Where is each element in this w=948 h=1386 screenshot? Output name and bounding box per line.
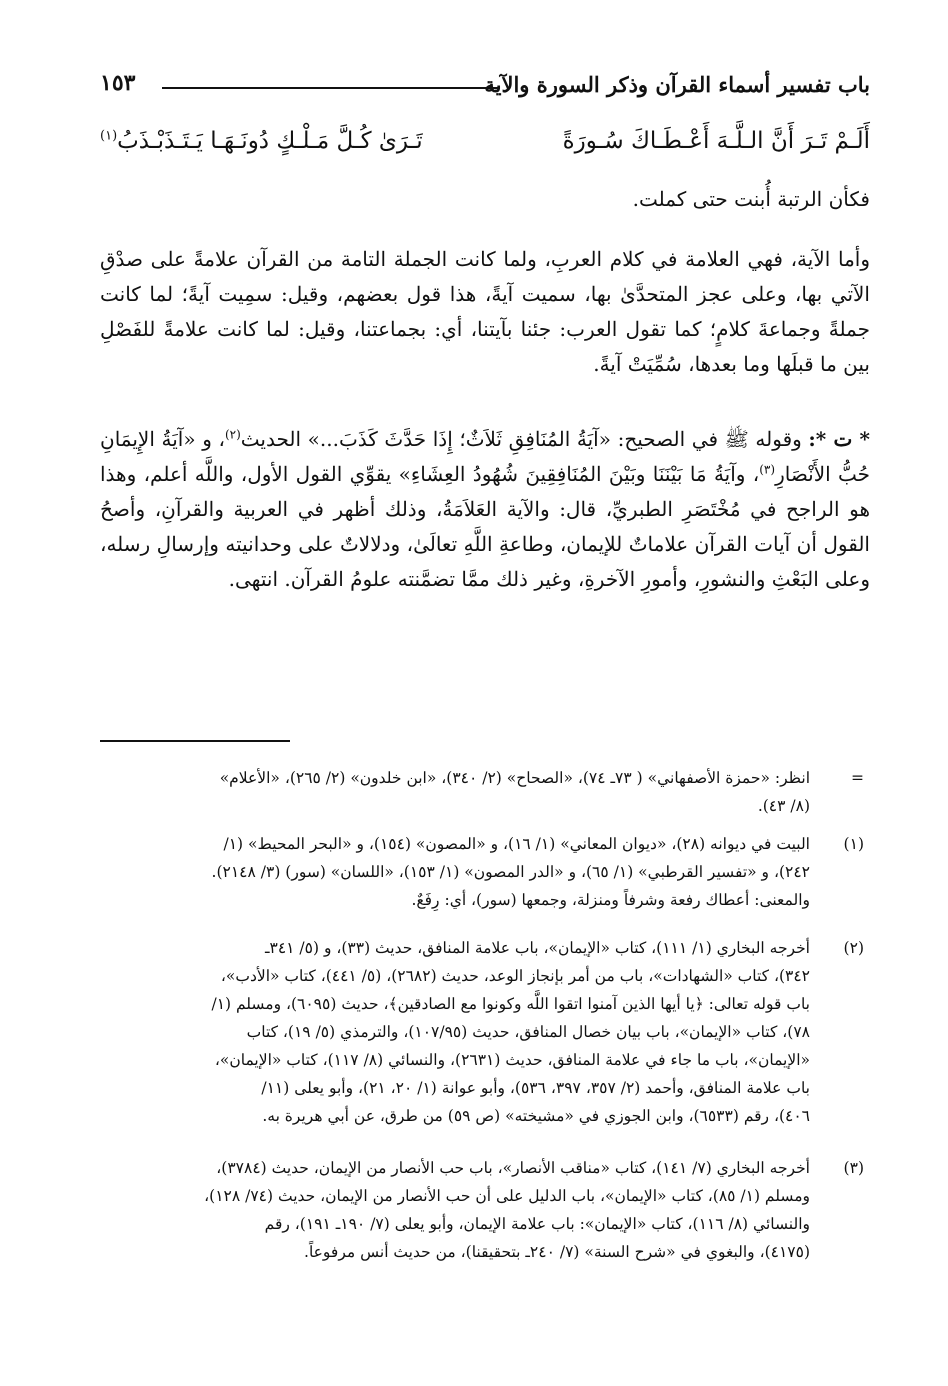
footnote-ref-3: (٣): [759, 462, 776, 477]
footnote-line: ٤٠٦)، رقم (٦٥٣٣)، وابن الجوزي في «مشيخته» (ص ٥٩) من طرق، عن أبي هريرة به.: [262, 1107, 810, 1125]
footnote-line: البيت في ديوانه (٢٨)، «ديوان المعاني» (١/ ١٦)، و «المصون» (١٥٤)، و «البحر المحيط» (١/: [223, 835, 810, 853]
footnote-line: انظر: «حمزة الأصفهاني» ( ٧٣ـ ٧٤)، «الصحاح» (٢/ ٣٤٠)، «ابن خلدون» (٢/ ٢٦٥)، «الأعلام»: [219, 769, 810, 787]
footnote-ref-1: (١): [100, 128, 118, 144]
author-note-marker: * ت *:: [808, 427, 871, 451]
footnote-continuation: [100, 764, 870, 820]
header-rule: [162, 87, 500, 89]
chapter-title: باب تفسير أسماء القرآن وذكر السورة والآية: [484, 72, 870, 97]
footnote-number: (٢): [843, 939, 864, 957]
footnote-line: ٧٨)، كتاب «الإيمان»، باب بيان خصال المنافق، حديث (١٠٧/٩٥)، والترمذي (٥/ ١٩)، كتاب: [246, 1023, 810, 1041]
footnote-line: أخرجه البخاري (٧/ ١٤١)، كتاب «مناقب الأنصار»، باب حب الأنصار من الإيمان، حديث (٣٧٨٤)،: [216, 1159, 810, 1177]
page-number: ١٥٣: [100, 70, 136, 96]
running-header: [100, 66, 870, 106]
paragraph-1: فكأن الرتبة أُبنت حتى كملت.: [632, 187, 870, 211]
footnote-separator: [100, 740, 290, 742]
paragraph-3: [100, 422, 870, 597]
footnote-1: [100, 830, 870, 914]
paragraph-3-part-c: ، وآيَةُ مَا بَيْنَنَا وبَيْنَ المُنَافِقِينَ شُهُودُ العِشَاءِ» يقوِّي القول الأول، واللَّه أعلم، وهذا هو الراجح في مُخْتَصَرِ الطبريِّ، قال: والآية العَلاَمَةُ، وذلك أظهر في العربية والقرآنِ، وأصحُ القول أن آيات القرآن علاماتٌ للإيمان، وطاعةِ اللَّهِ تعالَىٰ، ودلالاتٌ على وحدانيته وإرسالِ رسله، وعلى البَعْثِ والنشورِ، وأمورِ الآخرةِ، وغير ذلك ممَّا تضمَّنته علومُ القرآن. انتهى.: [100, 462, 870, 591]
continuation-marker: =: [851, 769, 864, 787]
footnote-line: ٣٤٢)، كتاب «الشهادات»، باب من أمر بإنجاز الوعد، حديث (٢٦٨٢)، (٥/ ٤٤١)، كتاب «الأدب»،: [220, 967, 810, 985]
footnote-ref-2: (٢): [224, 427, 241, 442]
footnote-line: (٨/ ٤٣).: [757, 797, 810, 815]
footnote-line: ومسلم (١/ ٨٥)، كتاب «الإيمان»، باب الدليل على أن حب الأنصار من الإيمان، حديث (٧٤/ ١٢٨)،: [204, 1187, 810, 1205]
paragraph-2: وأما الآية، فهي العلامة في كلام العربِ، ولما كانت الجملة التامة من القرآن علامةً على صدْقِ الآتي بها، وعلى عجز المتحدَّىٰ بها، سميت آيةً، هذا قول بعضهم، وقيل: سمِيت آيةً؛ لما كانت جملةً وجماعةَ كلامٍ؛ كما تقول العرب: جئنا بآيتنا، أي: بجماعتنا، وقيل: لما كانت علامةً للفَصْلِ بين ما قبلَها وما بعدها، سُمِّيَتْ آيةً.: [100, 247, 870, 376]
footnote-line: «الإيمان»، باب ما جاء في علامة المنافق، حديث (٢٦٣١)، والنسائي (٨/ ١١٧)، كتاب «الإيمان»،: [214, 1051, 810, 1069]
footnote-number: (٣): [843, 1159, 864, 1177]
footnote-2: [100, 934, 870, 1130]
footnote-3: [100, 1154, 870, 1266]
footnote-line: والنسائي (٨/ ١١٦)، كتاب «الإيمان»: باب علامة الإيمان، وأبو يعلى (٧/ ١٩٠ـ ١٩١)، رقم: [264, 1215, 810, 1233]
footnote-line: باب علامة المنافق، وأحمد (٢/ ٣٥٧، ٣٩٧، ٥٣٦)، وأبو عوانة (١/ ٢٠، ٢١)، وأبو يعلى (١١/: [261, 1079, 810, 1097]
poem-verse: [100, 128, 870, 172]
footnote-line: ٢٤٢)، و «تفسير القرطبي» (١/ ٦٥)، و «الدر المصون» (١/ ١٥٣)، «اللسان» (سور) (٣/ ٢١٤٨).: [211, 863, 810, 881]
verse-second-hemistich: [100, 128, 423, 154]
footnote-number: (١): [843, 835, 864, 853]
verse-first-hemistich: أَلَـمْ تَـرَ أَنَّ الـلَّـهَ أَعْـطَـاكَ سُـورَةً: [562, 128, 870, 154]
paragraph-3-part-a: وقوله ﷺ في الصحيح: «آيَةُ المُنَافِقِ ثَلاَثٌ؛ إِذَا حَدَّثَ كَذَبَ...» الحديث: [240, 427, 802, 451]
footnote-line: أخرجه البخاري (١/ ١١١)، كتاب «الإيمان»، باب علامة المنافق، حديث (٣٣)، و (٥/ ٣٤١ـ: [264, 939, 810, 957]
paragraph-3-part-b: ، و «آيَةُ الإِيمَانِ حُبُّ الأَنْصَارِ: [100, 427, 871, 486]
verse-second-text: تَـرَىٰ كُـلَّ مَـلْـكٍ دُونَـهَـا يَـتَـذَبْـذَبُ: [117, 128, 423, 154]
footnote-line: (٤١٧٥)، والبغوي في «شرح السنة» (٧/ ٢٤٠ـ بتحقيقنا)، من حديث أنس مرفوعاً.: [304, 1243, 810, 1261]
footnote-line: والمعنى: أعطاك رفعة وشرفاً ومنزلة، وجمعها (سور)، أي: رِفَعٌ.: [411, 891, 810, 909]
footnote-line: باب قوله تعالى: ﴿يا أيها الذين آمنوا اتقوا اللَّه وكونوا مع الصادقين﴾، حديث (٦٠٩٥)، ومسلم (١/: [211, 995, 810, 1013]
